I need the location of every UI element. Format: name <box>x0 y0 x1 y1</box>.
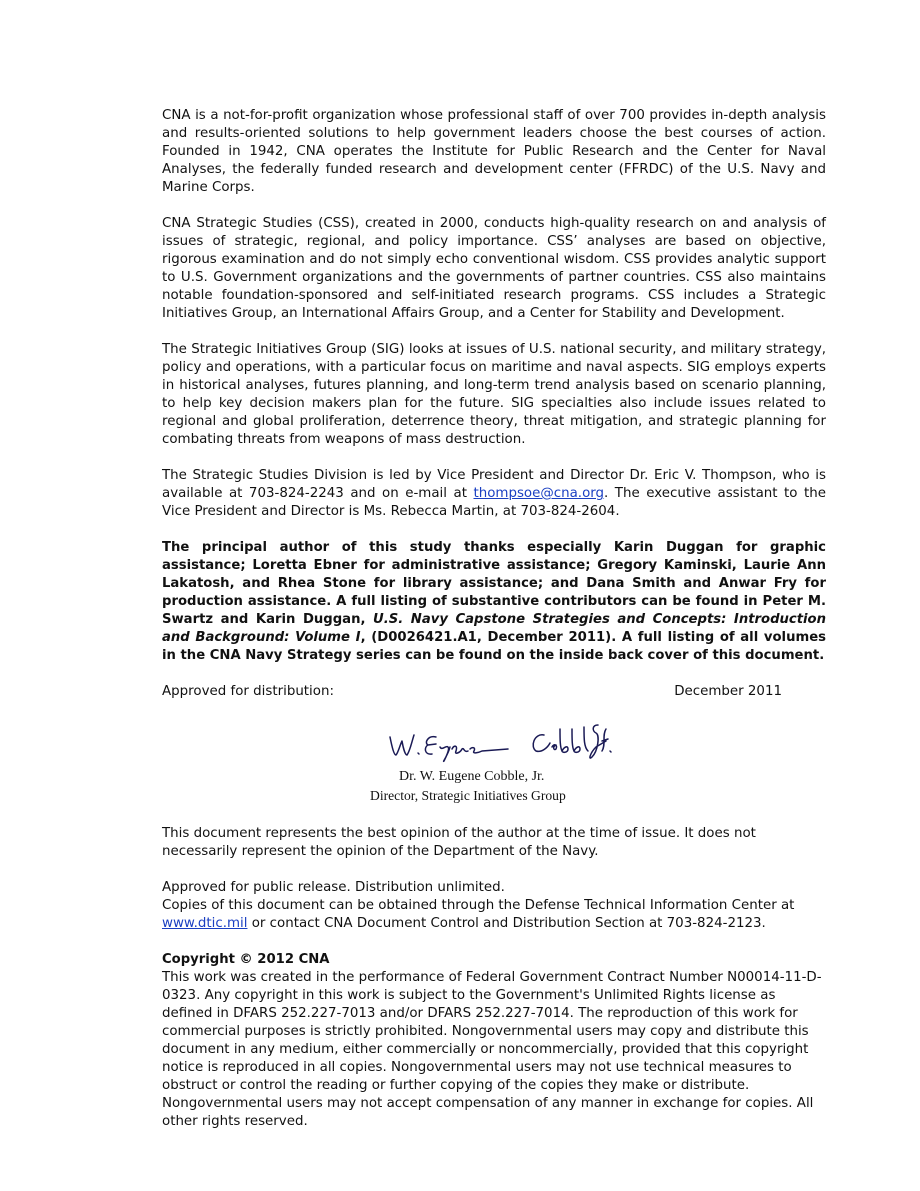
copyright-heading: Copyright © 2012 CNA <box>162 952 330 967</box>
disclaimer-paragraph: This document represents the best opinion of the author at the time of issue. It does not necessarily represent the opinion of the Department of the Navy. <box>162 826 756 859</box>
signer-name: Dr. W. Eugene Cobble, Jr. <box>399 769 545 784</box>
approval-date: December 2011 <box>674 684 782 699</box>
contact-text-b: . The executive assistant to the Vice President and Director is Ms. Rebecca Martin, at 703-824-2604. <box>162 486 826 519</box>
css-description-paragraph: CNA Strategic Studies (CSS), created in 2000, conducts high-quality research on and analysis of issues of strategic, regional, and policy importance. CSS’ analyses are based on objective, rigorous examination and do not simply echo conventional wisdom. CSS provides analytic support to U.S. Government organizations and the governments of partner countries. CSS also maintains notable foundation-sponsored and self-initiated research programs. CSS includes a Strategic Initiatives Group, an International Affairs Group, and a Center for Stability and Development. <box>162 216 826 321</box>
acknowledgment-paragraph <box>162 539 826 665</box>
signature-block <box>162 717 826 807</box>
approval-row <box>162 683 782 701</box>
sig-description-paragraph: The Strategic Initiatives Group (SIG) looks at issues of U.S. national security, and military strategy, policy and operations, with a particular focus on maritime and naval aspects. SIG employs experts in historical analyses, futures planning, and long-term trend analysis based on scenario planning, to help key decision makers plan for the future. SIG specialties also include issues related to regional and global proliferation, deterrence theory, threat mitigation, and strategic planning for combating threats from weapons of mass destruction. <box>162 342 826 447</box>
contact-text-a: The Strategic Studies Division is led by Vice President and Director Dr. Eric V. Thompson, who is available at 703-824-2243 and on e-mail at <box>162 468 826 501</box>
ack-text-b: , (D0026421.A1, December 2011). A full listing of all volumes in the CNA Navy Strategy series can be found on the inside back cover of this document. <box>162 630 826 663</box>
copyright-body: This work was created in the performance of Federal Government Contract Number N00014-11-D-0323. Any copyright in this work is subject to the Government's Unlimited Rights license as defined in DFARS 252.227-7013 and/or DFARS 252.227-7014. The reproduction of this work for commercial purposes is strictly prohibited. Nongovernmental users may copy and distribute this document in any medium, either commercially or noncommercially, provided that this copyright notice is reproduced in all copies. Nongovernmental users may not use technical measures to obstruct or control the reading or further copying of the copies they make or distribute. Nongovernmental users may not accept compensation of any manner in exchange for copies. All other rights reserved. <box>162 970 822 1129</box>
approval-label: Approved for distribution: <box>162 684 334 699</box>
handwritten-signature <box>384 717 614 767</box>
email-link[interactable]: thompsoe@cna.org <box>473 486 605 501</box>
division-contact-paragraph <box>162 467 826 521</box>
ack-text-a: The principal author of this study thanks especially Karin Duggan for graphic assistance; Loretta Ebner for administrative assistance; Gregory Kaminski, Laurie Ann Lakatosh, and Rhea Stone for library assistance; and Dana Smith and Anwar Fry for production assistance. A full listing of substantive contributors can be found in Peter M. Swartz and Karin Duggan, <box>162 540 826 627</box>
cna-description-paragraph: CNA is a not-for-profit organization whose professional staff of over 700 provides in-depth analysis and results-oriented solutions to help government leaders choose the best courses of action. Founded in 1942, CNA operates the Institute for Public Research and the Center for Naval Analyses, the federally funded research and development center (FFRDC) of the U.S. Navy and Marine Corps. <box>162 108 826 195</box>
dtic-link[interactable]: www.dtic.mil <box>162 916 248 931</box>
release-line-3 <box>162 915 826 933</box>
document-page <box>162 107 826 1131</box>
signer-title: Director, Strategic Initiatives Group <box>370 788 566 803</box>
ack-book-title: U.S. Navy Capstone Strategies and Concepts: Introduction and Background: Volume I <box>162 612 827 645</box>
release-line-3-text: or contact CNA Document Control and Distribution Section at 703-824-2123. <box>247 916 766 931</box>
release-line-1: Approved for public release. Distribution unlimited. <box>162 880 505 895</box>
notices-section <box>162 825 826 1131</box>
release-line-2: Copies of this document can be obtained through the Defense Technical Information Center at <box>162 898 795 913</box>
